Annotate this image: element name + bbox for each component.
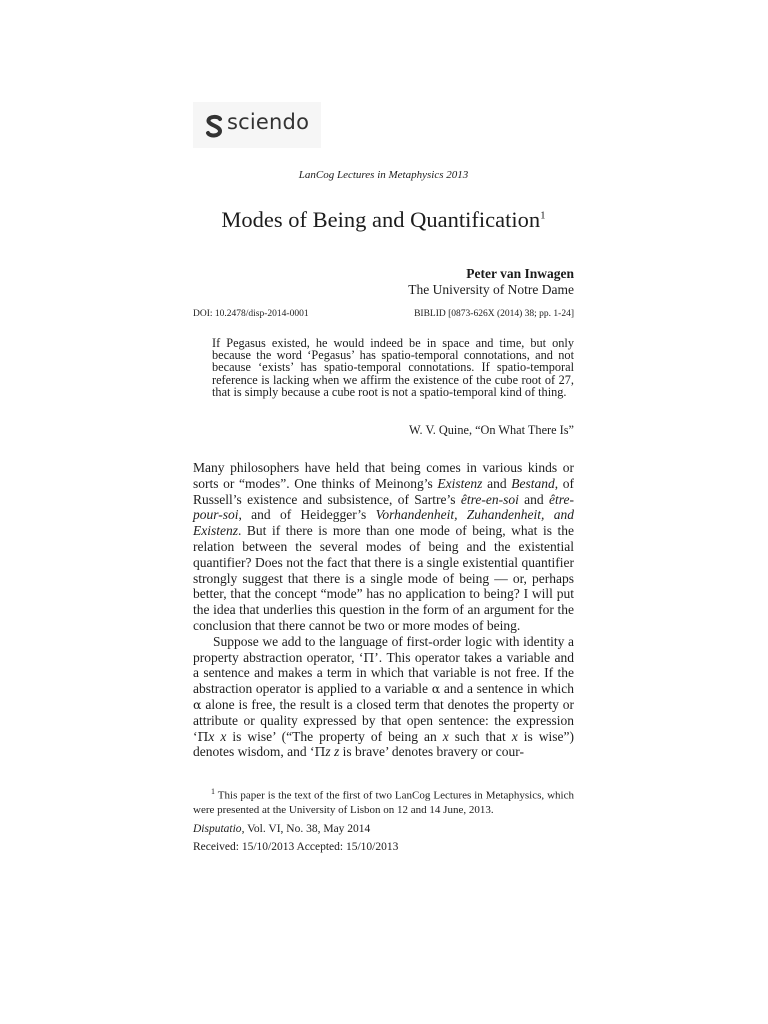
paragraph-1: Many philosophers have held that being comes in various kinds or sorts or “modes”. One thinks of Meinong’s Existenz and Bestand, of Russell’s existence and subsistence, of Sartre’s être-en-soi and être-pour-soi, and of Heidegger’s Vorhandenheit, Zuhandenheit, and Existenz. But if there is more than one mode of being, what is the relation between the several modes of being and the existential quantifier? Does not the fact that there is a single existential quantifier strongly suggest that there is a single mode of being — or, perhaps better, that the concept “mode” has no application to being? I will put the idea that underlies this question in the form of an argument for the conclusion that there cannot be two or more modes of being. [193,460,574,633]
publisher-logo-text: sciendo [227,110,310,134]
title-footnote-mark[interactable]: 1 [540,209,546,222]
journal-citation [193,823,370,835]
sciendo-s-icon [205,114,223,138]
page-title [193,207,574,233]
footnote-1 [193,785,574,817]
title-text: Modes of Being and Quantification [221,207,541,232]
epigraph-quote: If Pegasus existed, he would indeed be in space and time, but only because the word ‘Pegasus’ has spatio-temporal connotations, and not because ‘exists’ has spatio-temporal connotations. If spatio-temporal reference is lacking when we affirm the existence of the cube root of 27, that is simply because a cube root is not a spatio-temporal kind of thing. [212,336,574,399]
doi[interactable]: DOI: 10.2478/disp-2014-0001 [193,309,309,319]
journal-issue: , Vol. VI, No. 38, May 2014 [241,823,371,835]
footnote-text: This paper is the text of the first of two LanCog Lectures in Metaphysics, which were presented at the University of Lisbon on 12 and 14 June, 2013. [193,789,574,816]
epigraph-attribution: W. V. Quine, “On What There Is” [409,423,574,437]
biblid: BIBLID [0873-626X (2014) 38; pp. 1-24] [414,309,574,319]
body-text [193,460,574,760]
lecture-series: LanCog Lectures in Metaphysics 2013 [298,169,469,181]
author-affiliation: The University of Notre Dame [408,282,574,297]
author-name: Peter van Inwagen [466,266,574,281]
received-dates: Received: 15/10/2013 Accepted: 15/10/2013 [193,841,399,853]
paragraph-2: Suppose we add to the language of first-order logic with identity a property abstraction operator, ‘Π’. This operator takes a variable and a sentence and makes a term in which that variable is not free. If the abstraction operator is applied to a variable α and a sentence in which α alone is free, the result is a closed term that denotes the property or attribute or quality expressed by that open sentence: the expression ‘Πx x is wise’ (“The property of being an x such that x is wise”) denotes wisdom, and ‘Πz z is brave’ denotes bravery or cour- [193,633,575,760]
journal-name: Disputatio [193,823,242,835]
footnote-mark: 1 [211,787,215,796]
